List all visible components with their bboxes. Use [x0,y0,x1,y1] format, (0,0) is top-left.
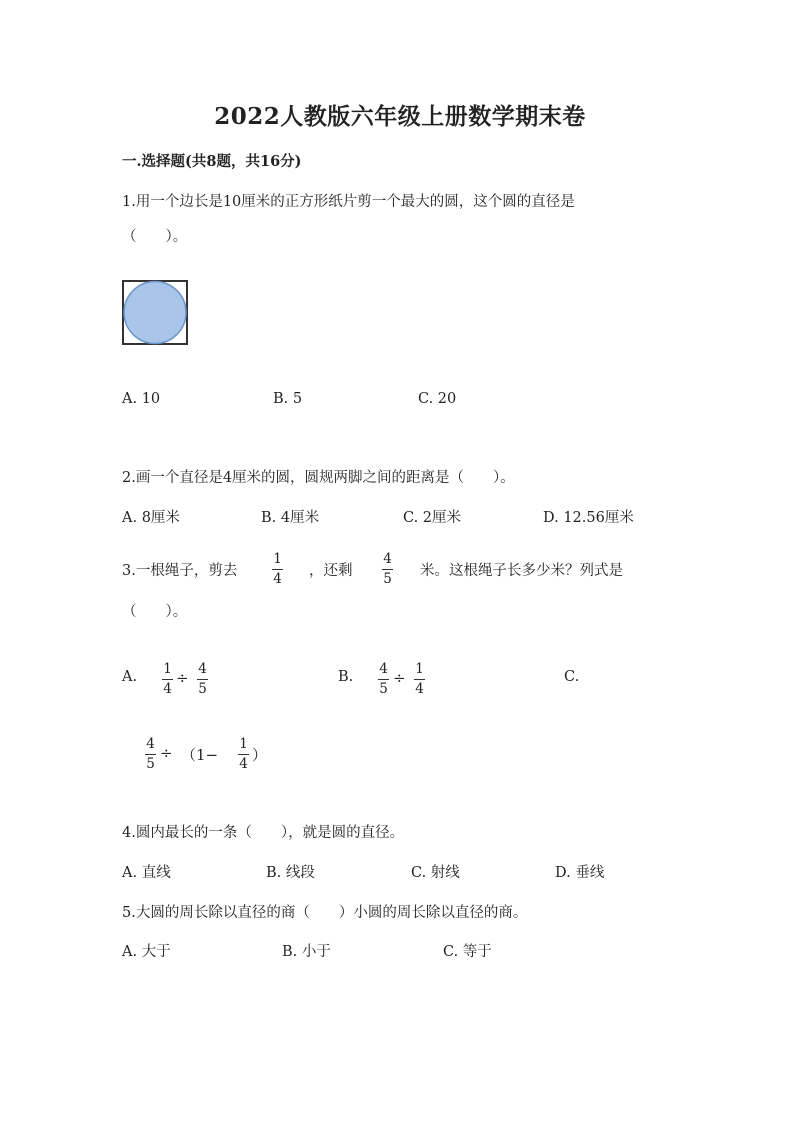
question-1-stem-line2: （ ）。 [122,229,188,245]
circle-in-square-figure [122,280,188,345]
question-5-option-a[interactable]: A. 大于 [122,944,171,960]
fraction-denominator: 5 [383,571,392,587]
question-4-stem: 4.圆内最长的一条（ ），就是圆的直径。 [122,825,405,841]
fraction-bar [197,679,208,680]
fraction-bar [382,569,393,570]
section-header: 一.选择题(共8题，共16分) [122,153,302,170]
option-a-divisor-fraction [197,662,208,697]
question-2-option-d[interactable]: D. 12.56厘米 [543,510,634,526]
question-3-stem-part1: 3.一根绳子，剪去 [122,563,238,579]
fraction-bar [238,754,249,755]
question-3-stem-line2: （ ）。 [122,604,188,620]
question-1-option-a[interactable]: A. 10 [122,391,161,407]
fraction-denominator: 4 [163,681,172,697]
question-1-stem-line1: 1.用一个边长是10厘米的正方形纸片剪一个最大的圆，这个圆的直径是 [122,194,575,210]
fraction-denominator: 4 [273,571,282,587]
option-a-dividend-fraction [162,662,173,697]
fraction-numerator: 1 [273,551,282,567]
option-c-dividend-fraction [145,737,156,772]
question-4-option-a[interactable]: A. 直线 [122,865,171,881]
question-4-option-c[interactable]: C. 射线 [411,865,460,881]
question-2-option-c[interactable]: C. 2厘米 [403,510,462,526]
option-b-dividend-fraction [378,662,389,697]
option-c-divide-sign: ÷ [160,744,173,762]
option-b-divisor-fraction [414,662,425,697]
fraction-denominator: 5 [146,756,155,772]
inscribed-circle [124,282,186,344]
fraction-denominator: 5 [198,681,207,697]
question-3-option-a-label[interactable]: A. [122,669,138,685]
question-4-option-b[interactable]: B. 线段 [266,865,315,881]
question-2-stem: 2.画一个直径是4厘米的圆，圆规两脚之间的距离是（ ）。 [122,470,515,486]
question-2-option-b[interactable]: B. 4厘米 [261,510,320,526]
fraction-bar [145,754,156,755]
question-5-option-c[interactable]: C. 等于 [443,944,492,960]
question-3-option-b-label[interactable]: B. [338,669,354,685]
fraction-numerator: 4 [379,661,388,677]
fraction-bar [378,679,389,680]
option-c-paren-close: ） [252,746,268,764]
question-3-fraction-remaining [382,552,393,587]
fraction-numerator: 4 [383,551,392,567]
question-3-option-c-label[interactable]: C. [564,669,580,685]
question-3-fraction-cut [272,552,283,587]
question-3-stem-part2: ，还剩 [309,563,353,579]
option-a-divide-sign: ÷ [176,669,189,687]
fraction-denominator: 4 [239,756,248,772]
question-4-option-d[interactable]: D. 垂线 [555,865,605,881]
fraction-bar [414,679,425,680]
fraction-bar [162,679,173,680]
fraction-numerator: 1 [163,661,172,677]
fraction-denominator: 4 [415,681,424,697]
question-3-stem-part3: 米。这根绳子长多少米？列式是 [420,563,623,579]
fraction-numerator: 4 [198,661,207,677]
page-title: 2022人教版六年级上册数学期末卷 [214,103,586,130]
fraction-numerator: 4 [146,736,155,752]
option-c-divisor-fraction [238,737,249,772]
question-1-option-b[interactable]: B. 5 [273,391,303,407]
question-1-option-c[interactable]: C. 20 [418,391,457,407]
option-c-paren-open: （1− [181,746,219,764]
fraction-denominator: 5 [379,681,388,697]
question-2-option-a[interactable]: A. 8厘米 [122,510,180,526]
fraction-numerator: 1 [415,661,424,677]
fraction-bar [272,569,283,570]
question-5-option-b[interactable]: B. 小于 [282,944,331,960]
fraction-numerator: 1 [239,736,248,752]
option-b-divide-sign: ÷ [393,669,406,687]
question-5-stem: 5.大圆的周长除以直径的商（ ）小圆的周长除以直径的商。 [122,905,528,921]
